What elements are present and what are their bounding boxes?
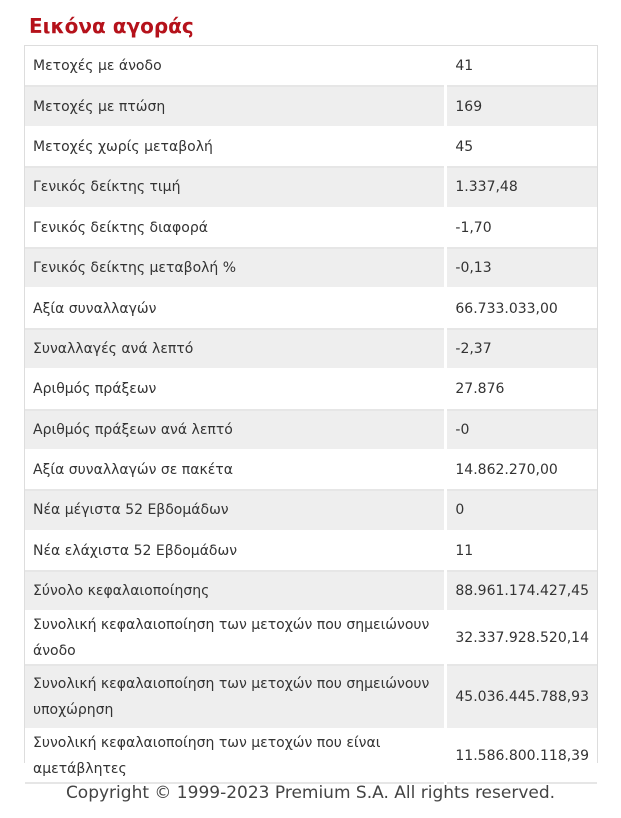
table-row [25,729,597,783]
copyright-text: Copyright © 1999-2023 Premium S.A. All rights reserved. [65,783,556,803]
row-value: 27.876 [446,369,597,409]
row-label: Μετοχές χωρίς μεταβολή [25,127,446,167]
table-row [25,571,597,611]
row-value: -1,70 [446,208,597,248]
table-row [25,531,597,571]
market-table [25,46,597,784]
table-row [25,450,597,490]
row-value: 45 [446,127,597,167]
row-label: Γενικός δείκτης τιμή [25,167,446,207]
table-row [25,611,597,665]
market-overview-table [24,45,598,778]
row-label: Συνολική κεφαλαιοποίηση των μετοχών που είναι αμετάβλητες [25,729,446,783]
row-label: Αξία συναλλαγών [25,288,446,328]
row-value: 45.036.445.788,93 [446,665,597,729]
table-row [25,46,597,86]
row-label: Μετοχές με άνοδο [25,46,446,86]
table-row [25,248,597,288]
row-label: Γενικός δείκτης μεταβολή % [25,248,446,288]
row-value: -2,37 [446,329,597,369]
row-value: 32.337.928.520,14 [446,611,597,665]
row-label: Συναλλαγές ανά λεπτό [25,329,446,369]
row-value: 41 [446,46,597,86]
row-value: 0 [446,490,597,530]
row-label: Νέα μέγιστα 52 Εβδομάδων [25,490,446,530]
table-row [25,665,597,729]
row-value: 66.733.033,00 [446,288,597,328]
table-row [25,127,597,167]
row-value: -0,13 [446,248,597,288]
row-value: 169 [446,86,597,126]
row-label: Συνολική κεφαλαιοποίηση των μετοχών που σημειώνουν υποχώρηση [25,665,446,729]
table-row [25,329,597,369]
table-row [25,86,597,126]
row-label: Μετοχές με πτώση [25,86,446,126]
row-label: Αριθμός πράξεων [25,369,446,409]
row-label: Σύνολο κεφαλαιοποίησης [25,571,446,611]
row-label: Νέα ελάχιστα 52 Εβδομάδων [25,531,446,571]
row-label: Γενικός δείκτης διαφορά [25,208,446,248]
row-value: 88.961.174.427,45 [446,571,597,611]
table-row [25,369,597,409]
row-label: Αξία συναλλαγών σε πακέτα [25,450,446,490]
row-value: 14.862.270,00 [446,450,597,490]
table-row [25,410,597,450]
row-value: 11 [446,531,597,571]
row-label: Συνολική κεφαλαιοποίηση των μετοχών που σημειώνουν άνοδο [25,611,446,665]
row-value: -0 [446,410,597,450]
table-row [25,167,597,207]
table-row [25,208,597,248]
row-value: 11.586.800.118,39 [446,729,597,783]
row-label: Αριθμός πράξεων ανά λεπτό [25,410,446,450]
row-value: 1.337,48 [446,167,597,207]
section-title: Εικόνα αγοράς [29,14,194,38]
table-row [25,288,597,328]
table-row [25,490,597,530]
